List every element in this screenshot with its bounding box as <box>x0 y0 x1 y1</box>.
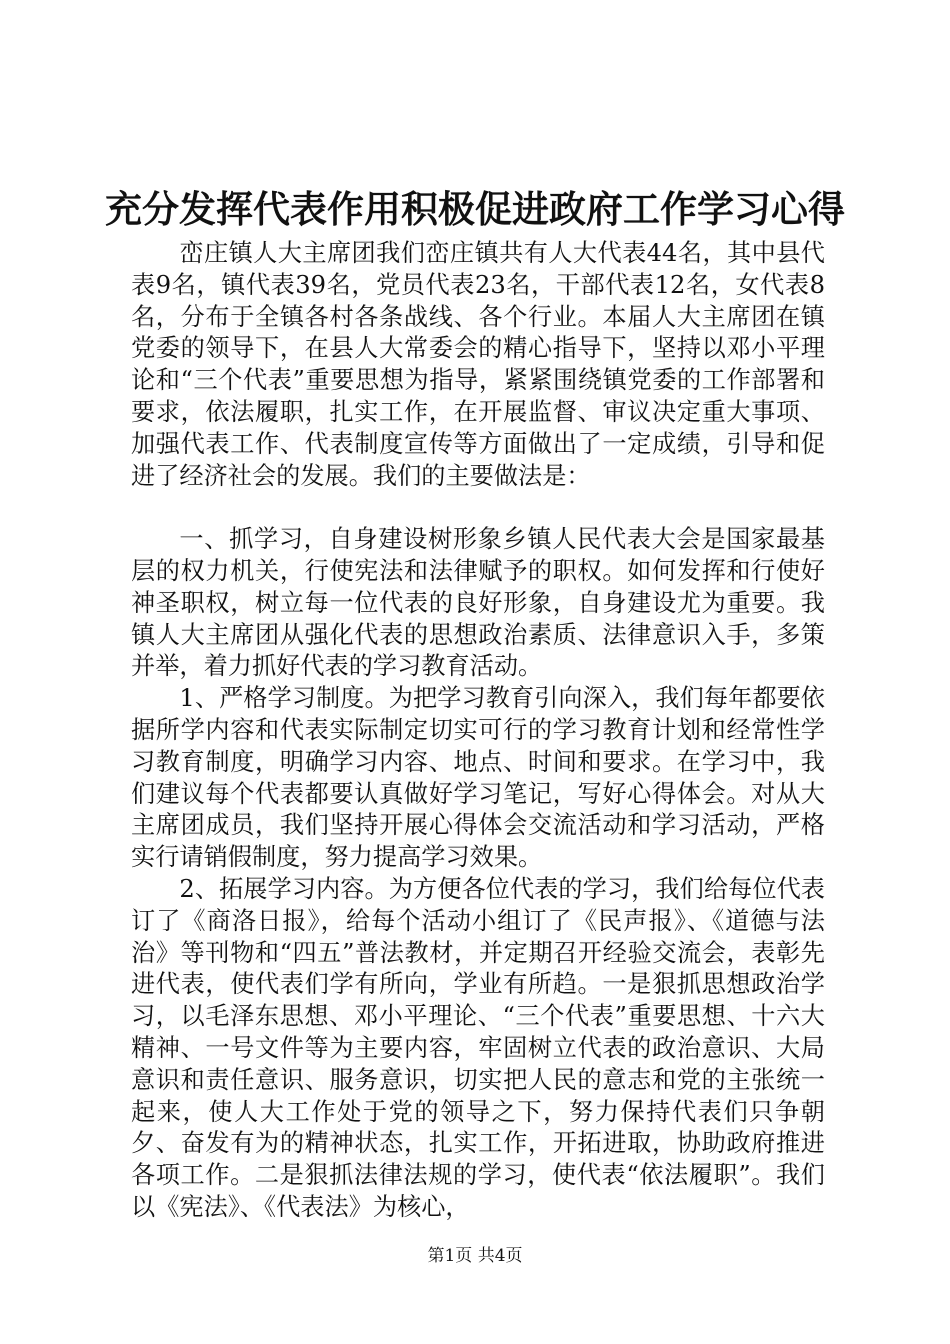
document-title: 充分发挥代表作用积极促进政府工作学习心得 <box>105 188 845 231</box>
section-one-paragraph: 一、抓学习，自身建设树形象乡镇人民代表大会是国家最基层的权力机关，行使宪法和法律赋予的职权。如何发挥和行使好神圣职权，树立每一位代表的良好形象，自身建设尤为重要。我镇人大主席团从强化代表的思想政治素质、法律意识入手，多策并举，着力抓好代表的学习教育活动。 <box>131 525 825 681</box>
paragraph-spacer <box>131 492 825 524</box>
intro-paragraph: 峦庄镇人大主席团我们峦庄镇共有人大代表44名，其中县代表9名，镇代表39名，党员代表23名，干部代表12名，女代表8名，分布于全镇各村各条战线、各个行业。本届人大主席团在镇党委的领导下，在县人大常委会的精心指导下，坚持以邓小平理论和“三个代表”重要思想为指导，紧紧围绕镇党委的工作部署和要求，依法履职，扎实工作，在开展监督、审议决定重大事项、加强代表工作、代表制度宣传等方面做出了一定成绩，引导和促进了经济社会的发展。我们的主要做法是： <box>131 239 825 490</box>
page-footer: 第1页 共4页 <box>427 1246 523 1266</box>
item-two-paragraph: 2、拓展学习内容。为方便各位代表的学习，我们给每位代表订了《商洛日报》，给每个活动小组订了《民声报》、《道德与法治》等刊物和“四五”普法教材，并定期召开经验交流会，表彰先进代表，使代表们学有所向，学业有所趋。一是狠抓思想政治学习，以毛泽东思想、邓小平理论、“三个代表”重要思想、十六大精神、一号文件等为主要内容，牢固树立代表的政治意识、大局意识和责任意识、服务意识，切实把人民的意志和党的主张统一起来，使人大工作处于党的领导之下，努力保持代表们只争朝夕、奋发有为的精神状态，扎实工作，开拓进取，协助政府推进各项工作。二是狠抓法律法规的学习，使代表“依法履职”。我们以《宪法》、《代表法》为核心， <box>131 874 825 1221</box>
item-one-paragraph: 1、严格学习制度。为把学习教育引向深入，我们每年都要依据所学内容和代表实际制定切实可行的学习教育计划和经常性学习教育制度，明确学习内容、地点、时间和要求。在学习中，我们建议每个代表都要认真做好学习笔记，写好心得体会。对从大主席团成员，我们坚持开展心得体会交流活动和学习活动，严格实行请销假制度，努力提高学习效果。 <box>131 684 825 872</box>
document-body <box>131 238 825 1224</box>
